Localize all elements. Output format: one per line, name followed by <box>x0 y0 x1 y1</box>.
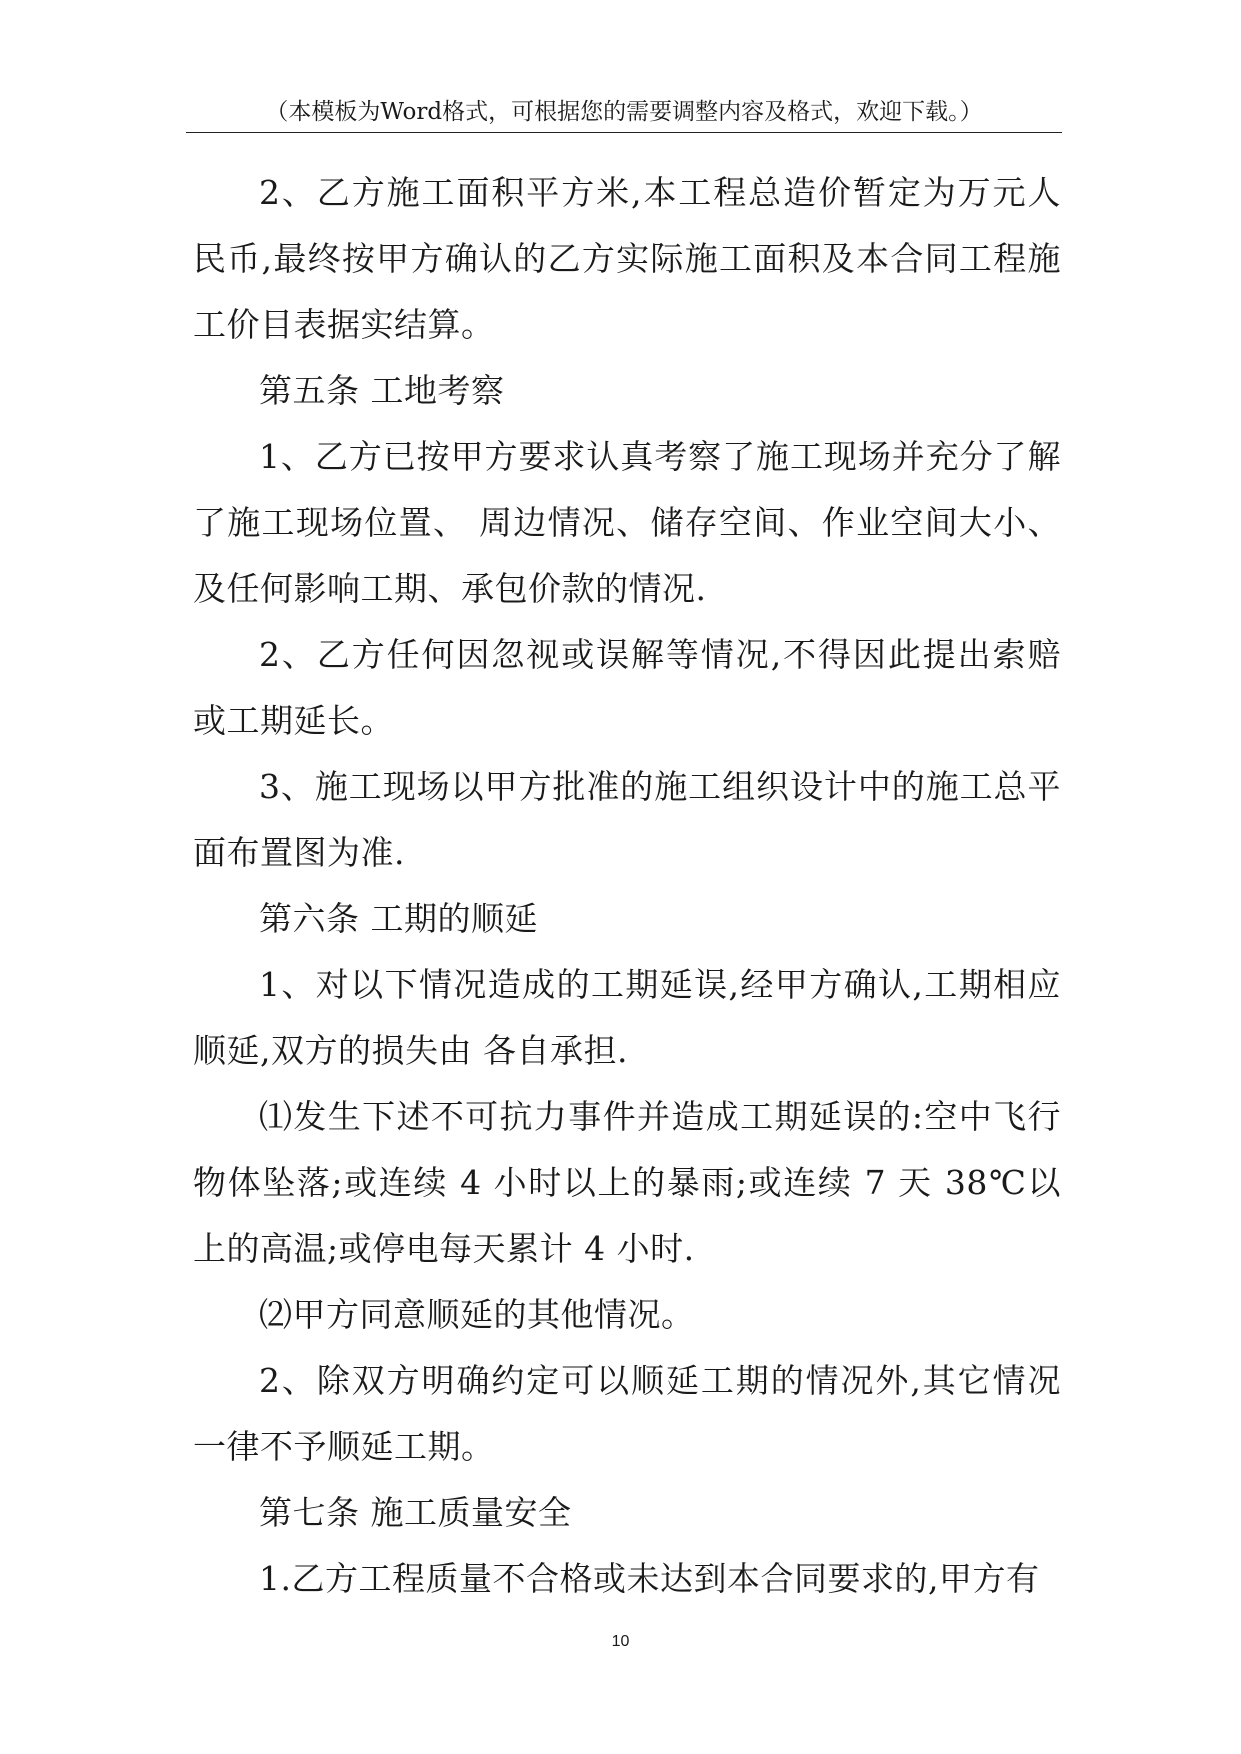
paragraph-area-and-price: 2、乙方施工面积平方米,本工程总造价暂定为万元人民币,最终按甲方确认的乙方实际施工面积及本合同工程施工价目表据实结算。 <box>193 173 1061 344</box>
article-6-heading: 第六条 工期的顺延 <box>259 899 538 938</box>
page-header: （本模板为Word格式，可根据您的需要调整内容及格式，欢迎下载。） <box>265 99 983 125</box>
article-7-heading: 第七条 施工质量安全 <box>259 1493 572 1532</box>
page-number: 10 <box>611 1633 630 1650</box>
paragraph-site-inspection: 1、乙方已按甲方要求认真考察了施工现场并充分了解了施工现场位置、 周边情况、储存空间、作业空间大小、及任何影响工期、承包价款的情况. <box>193 437 1061 608</box>
paragraph-no-extension: 2、除双方明确约定可以顺延工期的情况外,其它情况一律不予顺延工期。 <box>193 1361 1061 1466</box>
paragraph-other-cases: ⑵甲方同意顺延的其他情况。 <box>259 1295 695 1334</box>
header-divider <box>186 132 1062 133</box>
article-5-heading: 第五条 工地考察 <box>259 371 505 410</box>
paragraph-delay-conditions: 1、对以下情况造成的工期延误,经甲方确认,工期相应顺延,双方的损失由 各自承担. <box>193 965 1061 1070</box>
paragraph-force-majeure: ⑴发生下述不可抗力事件并造成工期延误的:空中飞行物体坠落;或连续 4 小时以上的暴雨;或连续 7 天 38℃以上的高温;或停电每天累计 4 小时. <box>193 1097 1061 1268</box>
document-body <box>193 160 1061 1612</box>
paragraph-no-claims: 2、乙方任何因忽视或误解等情况,不得因此提出索赔或工期延长。 <box>193 635 1061 740</box>
paragraph-quality: 1.乙方工程质量不合格或未达到本合同要求的,甲方有 <box>259 1559 1040 1598</box>
paragraph-site-layout: 3、施工现场以甲方批准的施工组织设计中的施工总平面布置图为准. <box>193 767 1061 872</box>
